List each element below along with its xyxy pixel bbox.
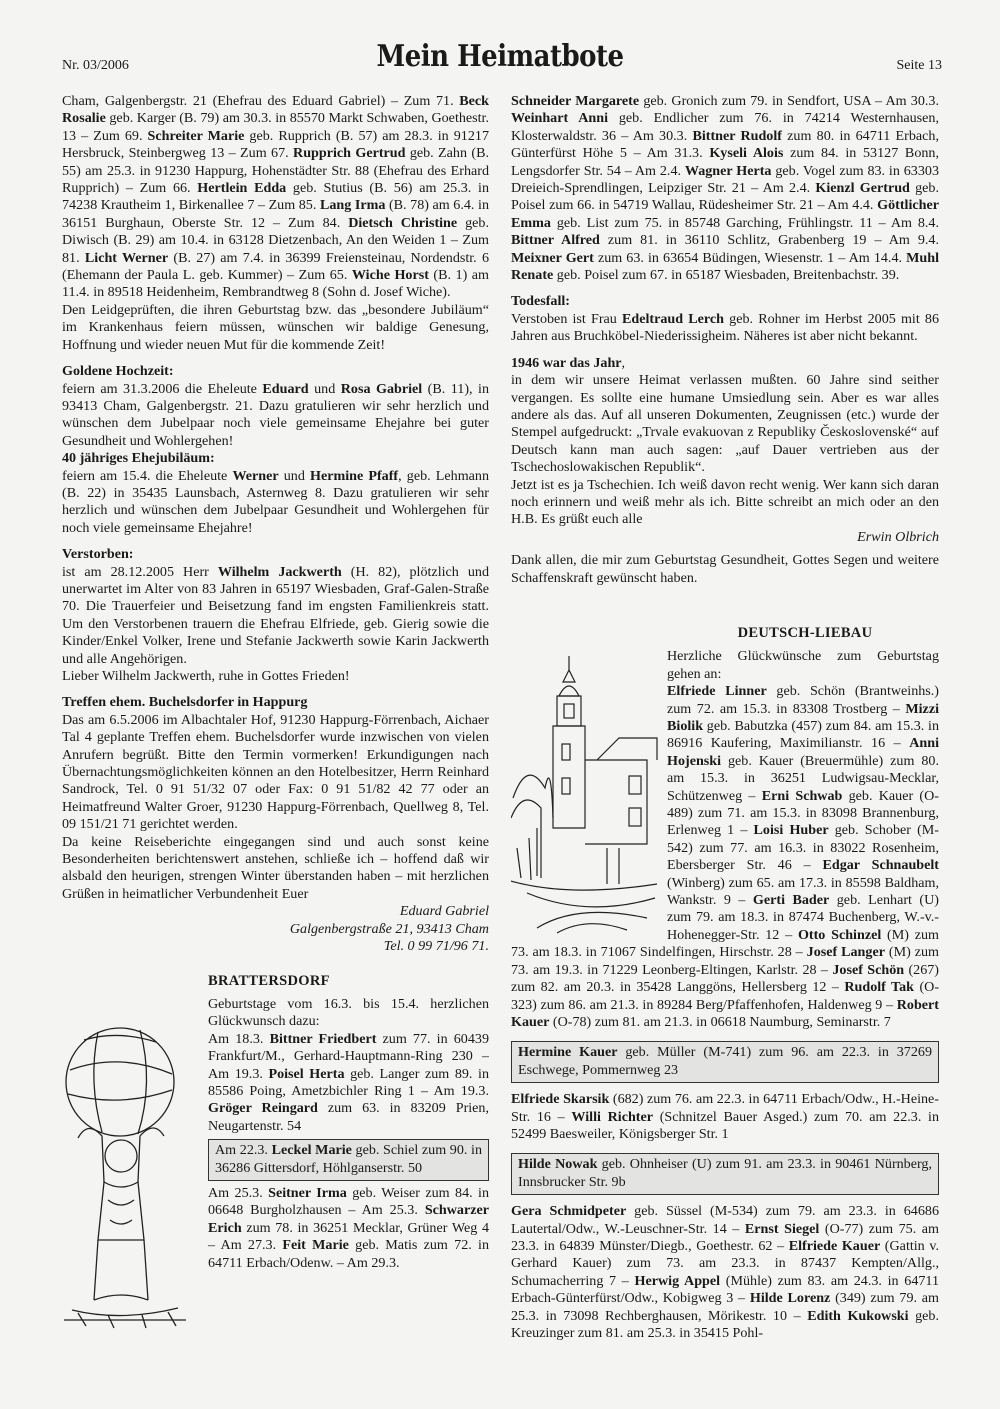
deutsch-liebau-section	[511, 625, 939, 1031]
person-name: Elfriede Skarsik	[511, 1091, 610, 1108]
body-text: feiern am 31.3.2006 die Eheleute	[62, 380, 263, 397]
person-name: Josef Schön	[832, 961, 905, 978]
person-name: Schreiter Marie	[147, 127, 245, 144]
body-text: (O-77) zum 75. am 23.3. in 64839 Münster/Diegb., Goethestr. 62 –	[511, 1220, 939, 1254]
signature-name: Eduard Gabriel	[399, 903, 489, 920]
person-name: Edeltraud Lerch	[622, 310, 724, 327]
body-text: geb. Schön (Brantweinhs.) zum 72. am 15.3. in 83308 Trostberg –	[667, 683, 939, 717]
body-text: Am 22.3.	[215, 1142, 272, 1159]
thanks-text: Dank allen, die mir zum Geburtstag Gesundheit, Gottes Segen und weitere Schaffenskraft gewünscht haben.	[511, 552, 939, 586]
person-name: Hilde Lorenz	[749, 1290, 831, 1307]
body-text: geb. Weiser zum 84. in 06648 Burgholzhausen – Am 25.3.	[208, 1184, 489, 1219]
body-text: und	[308, 380, 341, 397]
deutsch-liebau-heading: DEUTSCH-LIEBAU	[737, 624, 873, 641]
issue-number: Nr. 03/2006	[62, 58, 129, 73]
body-text: geb. Langer zum 89. in 85586 Poing, Ametzbichler Ring 1 – Am 19.3.	[208, 1065, 489, 1099]
atlas-statue-illustration	[62, 970, 202, 1335]
body-text: geb. Matis zum 72. in 64711 Erbach/Odenw. – Am 29.3.	[208, 1237, 489, 1271]
kauer-highlight-box	[511, 1041, 939, 1083]
body-text: feiern am 15.4. die Eheleute	[62, 467, 233, 484]
body-text: geb. Poisel zum 67. in 65187 Wiesbaden, Breitenbachstr. 39.	[553, 267, 900, 284]
person-name: Göttlicher Emma	[511, 197, 939, 231]
body-text: Am 18.3.	[208, 1030, 270, 1047]
deceased-text	[62, 564, 489, 668]
body-text: (O-78) zum 81. am 21.3. in 06618 Naumburg, Seminarstr. 7	[549, 1013, 891, 1030]
body-text: geb. Schiel zum 90. in 36286 Gittersdorf, Höhlganserstr. 50	[215, 1142, 483, 1176]
person-name: Mizzi Biolik	[667, 700, 939, 734]
body-text: (B. 78) am 6.4. in 36151 Burghaun, Oberste Str. 12 – Zum 84.	[62, 197, 489, 231]
body-text: , geb. Lehmann (B. 22) in 35435 Launsbach, Asternweg 8. Dazu gratulieren wir sehr herzlich und wünschen dem Jubelpaar Gesundheit und Wohlergehen für noch viele gemeinsame Ehejahre!	[62, 467, 490, 536]
brattersdorf-intro: Geburtstage vom 16.3. bis 15.4. herzlichen Glückwunsch dazu:	[208, 995, 489, 1030]
body-text: (M) zum 73. am 18.3. in 71067 Sindelfingen, Hirschstr. 28 –	[511, 926, 939, 961]
body-text: geb. Babutzka (457) zum 84. am 15.3. in 86916 Kaufering, Maximilianstr. 16 –	[667, 718, 939, 752]
person-name: Wiche Horst	[351, 267, 429, 284]
person-name: Wagner Herta	[684, 162, 772, 179]
person-name: Werner	[232, 467, 279, 484]
body-text: (B. 27) am 7.4. in 36399 Freiensteinau, Nordendstr. 6 (Ehemann der Paula L. geb. Kummer) – Zum 65.	[62, 249, 489, 284]
person-name: Gera Schmidpeter	[511, 1203, 627, 1220]
person-name: Leckel Marie	[271, 1142, 352, 1159]
brattersdorf-highlight-box	[208, 1139, 489, 1181]
person-name: Weinhart Anni	[511, 110, 609, 127]
person-name: Ernst Siegel	[744, 1220, 820, 1237]
kauer-highlight-text	[518, 1044, 932, 1079]
body-text: (B. 1) am 11.4. in 89518 Heidenheim, Rembrandtweg 8 (Sohn d. Josef Wiche).	[62, 267, 489, 301]
deceased-farewell: Lieber Wilhelm Jackwerth, ruhe in Gottes Frieden!	[62, 668, 350, 684]
person-name: Rupprich Gertrud	[293, 145, 406, 162]
signature-phone: Tel. 0 99 71/96 71.	[383, 938, 489, 955]
year-1946-heading: 1946 war das Jahr	[511, 354, 622, 371]
person-name: Hilde Nowak	[518, 1156, 598, 1173]
person-name: Rudolf Tak	[844, 979, 915, 996]
body-text: (B. 11), in 93413 Cham, Galgenbergstr. 21. Dazu gratulieren wir sehr herzlich und wünschen dem Jubelpaar noch viele gemeinsame Ehejahre bei guter Gesundheit und Wohlergehen!	[62, 380, 490, 449]
brattersdorf-highlight-text	[215, 1142, 482, 1177]
person-name: Lang Irma	[319, 197, 386, 214]
body-text: geb. Kreuzinger zum 81. am 25.3. in 35415 Pohl-	[511, 1307, 939, 1341]
anniversary-text	[62, 468, 489, 538]
person-name: Poisel Herta	[268, 1065, 345, 1082]
person-name: Willi Richter	[571, 1108, 653, 1125]
person-name: Seitner Irma	[268, 1184, 347, 1201]
body-text: geb. Diwisch (B. 29) am 10.4. in 63128 Dietzenbach, An den Weiden 1 – Zum 81.	[62, 214, 489, 266]
body-text: geb. Karger (B. 79) am 30.3. in 85570 Markt Schwaben, Goethestr. 13 – Zum 69.	[62, 110, 489, 144]
body-text: zum 78. in 36251 Mecklar, Grüner Weg 4 – Am 27.3.	[208, 1219, 489, 1254]
right-column: Schneider Margarete geb. Gronich zum 79. in Sendfort, USA – Am 30.3. Weinhart Anni geb. Endlicher zum 76. in 74214 Westernhausen, Klosterwaldstr. 36 – Am 30.3. Bittner Rudolf zum 80. in 64711 Erbach, Günterfürst Höhe 5 – Am 31.3. Kyseli Alois zum 84. in 53127 Bonn, Lengsdorfer Str. 54 – Am 2.4. Wagner Herta geb. Vogel zum 83. in 63303 Dreieich-Sprendlingen, Leipziger Str. 21 – Am 2.4. Kienzl Gertrud geb. Poisel zum 66. in 54719 Wallau, Rüdesheimer Str. 21 – Am 4.4. Göttlicher Emma geb. List zum 75. in 85748 Garching, Frühlingstr. 11 – Am 8.4. Bittner Alfred zum 81. in 36110 Schlitz, Grabenberg 19 – Am 9.4. Meixner Gert zum 63. in 63654 Büdingen, Wiesenstr. 1 – Am 14.4. Muhl Renate geb. Poisel zum 67. in 65187 Wiesbaden, Breitenbachstr. 39. Todesfall: Verstoben ist Frau Edeltraud Lerch geb. Rohner im Herbst 2005 mit 86 Jahren aus Bruchköbel-Niederissigheim. Näheres ist aber nicht bekannt. 1946 war das Jahr, in dem wir unsere Heimat verlassen mußten. 60 Jahre sind seither vergangen. Es sollte eine humane Umsiedlung sein. Aber es war alles andere als das. Auf all unseren Dokumenten, Zeugnissen (etc.) wurde der Stempel aufgedruckt: „Trvale evakuovan z Republiky Československé“ auf Deutsch kann man auch sagen: „auf Dauer vertrieben aus der Tschechoslowakischen Republik“. Jetzt ist es ja Tschechien. Ich weiß davon recht wenig. Wer kann sich daran noch erinnern und weiß mehr als ich. Bitte schreibt an mich oder an den H.B. Es grüßt euch alle Erwin Olbrich Dank allen, die mir zum Geburtstag Gesundheit, Gottes Segen und weitere Schaffenskraft gewünscht haben. DEUTSCH-LIEBAU Herzliche Glückwünsche zum Geburtstag gehen an: Elfriede Linner geb. Schön (Brantweinhs.) zum 72. am 15.3. in 83308 Trostberg – Mizzi Biolik geb. Babutzka (457) zum 84. am 15.3. in 86916 Kaufering, Maximilianstr. 16 – Anni Hojenski geb. Kauer (Breuermühle) zum 80. am 15.3. in 36251 Ludwigsau-Mecklar, Schützenweg – Erni Schwab geb. Kauer (O-489) zum 71. am 15.3. in 83098 Brannenburg, Erlenweg 1 – Loisi Huber geb. Schober (M-542) zum 77. am 16.3. in 83022 Rosenheim, Ebersberger Str. 46 – Edgar Schnaubelt (Winberg) zum 65. am 17.3. in 85598 Baldham, Wankstr. 9 – Gerti Bader geb. Lenhart (U) zum 79. am 18.3. in 87474 Buchenberg, W.-v.-Hohenegger-Str. 12 – Otto Schinzel (M) zum 73. am 18.3. in 71067 Sindelfingen, Hirschstr. 28 – Josef Langer (M) zum 73. am 19.3. in 71229 Leonberg-Eltingen, Karlstr. 28 – Josef Schön (267) zum 82. am 20.3. in 35428 Langgöns, Hellersberg 12 – Rudolf Tak (O-323) zum 86. am 21.3. in 89284 Berg/Pfaffenhofen, Haldenweg 9 – Robert Kauer (O-78) zum 81. am 21.3. in 06618 Naumburg, Seminarstr. 7 Hermine Kauer geb. Müller (M-741) zum 96. am 22.3. in 37269 Eschwege, Pommernweg 23 Elfriede Skarsik (682) zum 76. am 22.3. in 64711 Erbach/Odw., H.-Heine-Str. 16 – Willi Richter (Schnitzel Bauer Asged.) zum 70. am 22.3. in 52499 Baesweiler, Königsberger Str. 1 Hilde Nowak geb. Ohnheiser (U) zum 91. am 23.3. in 90461 Nürnberg, Innsbrucker Str. 9b Gera Schmidpeter geb. Süssel (M-534) zum 79. am 23.3. in 64686 Lautertal/Odw., W.-Leuschner-Str. 14 – Ernst Siegel (O-77) zum 75. am 23.3. in 64839 Münster/Diegb., Goethestr. 62 – Elfriede Kauer (Gattin v. Gerhard Kauer) zum 73. am 23.3. in 87437 Kempten/Allg., Schumacherring 7 – Herwig Appel (Mühle) zum 83. am 24.3. in 64711 Erbach-Günterfürst/Odw., Kobigweg 3 – Hilde Lorenz (349) zum 79. am 25.3. in 73098 Rechberghausen, Mörikestr. 10 – Edith Kukowski geb. Kreuzinger zum 81. am 25.3. in 35415 Pohl-	[511, 93, 939, 1342]
anniversary-heading: 40 jähriges Ehejubiläum:	[62, 450, 215, 467]
body-text: (Mühle) zum 83. am 24.3. in 64711 Erbach-Günterfürst/Odw., Kobigweg 3 –	[511, 1272, 939, 1307]
person-name: Gröger Reingard	[208, 1100, 318, 1117]
meeting-text: Das am 6.5.2006 im Albachtaler Hof, 91230 Happurg-Förrenbach, Aichaer Tal 4 geplante Treffen ehem. Buchelsdorfer wurde inzwischen von vielen Anrufern begrüßt. Bitte den Termin vormerken! Erkundigungen nach Übernachtungsmöglichkeiten können an den Hotelbesitzer, Herrn Reinhard Sandrock, Tel. 0 91 51/32 07 oder Fax: 0 91 51/82 42 77 oder an Heimatfreund Walter Groer, 91230 Happurg-Förrenbach, Quellweg 8, Tel. 09 151/21 71 gerichtet werden.	[62, 711, 489, 833]
birthdays-after-box-1	[511, 1091, 939, 1143]
body-text: geb. Stutius (B. 56) am 25.3. in 74238 Krautheim 1, Birkenallee 7 – Zum 85.	[62, 180, 489, 214]
body-text: geb. Schober (M-542) zum 77. am 16.3. in 83022 Rosenheim, Ebersberger Str. 46 –	[667, 822, 939, 874]
person-name: Wilhelm Jackwerth	[217, 563, 342, 580]
deceased-heading: Verstorben:	[62, 546, 134, 563]
body-text: geb. Rupprich (B. 57) am 28.3. in 91217 Hersbruck, Steinbergweg 13 – Zum 67.	[62, 127, 489, 162]
meeting-heading: Treffen ehem. Buchelsdorfer in Happurg	[62, 694, 308, 711]
person-name: Hermine Kauer	[518, 1044, 618, 1061]
body-text: zum 63. in 83209 Prien, Neugartenstr. 54	[208, 1100, 489, 1134]
get-well-wishes: Den Leidgeprüften, die ihren Geburtstag bzw. das „besondere Jubiläum“ im Krankenhaus feiern müssen, wünschen wir baldige Genesung, Hoffnung und wieder neuen Mut für die kommende Zeit!	[62, 301, 489, 353]
person-name: Hertlein Edda	[197, 180, 287, 197]
body-text: geb. Gronich zum 79. in Sendfort, USA – Am 30.3.	[639, 93, 939, 109]
person-name: Bittner Alfred	[511, 232, 600, 249]
signature-address: Galgenbergstraße 21, 93413 Cham	[289, 920, 489, 937]
body-text: Verstoben ist Frau	[511, 310, 622, 327]
body-text: ist am 28.12.2005 Herr	[62, 563, 218, 580]
year-1946-text: in dem wir unsere Heimat verlassen mußten. 60 Jahre sind seither vergangen. Es sollte eine humane Umsiedlung sein. Aber es war alles andere als das. Auf all unseren Dokumenten, Zeugnissen (etc.) wurde der Stempel aufgedruckt: „Trvale evakuovan z Republiky Československé“ auf Deutsch kann man auch sagen: „auf Dauer vertrieben aus der Tschechoslowakischen Republik“.	[511, 372, 939, 476]
person-name: Schwarzer Erich	[208, 1202, 489, 1236]
body-text: zum 84. in 53127 Bonn, Lengsdorfer Str. 54 – Am 2.4.	[511, 145, 939, 179]
death-notice-text	[511, 311, 939, 346]
body-text: geb. Müller (M-741) zum 96. am 22.3. in 37269 Eschwege, Pommernweg 23	[518, 1044, 932, 1078]
body-text: (349) zum 79. am 25.3. in 73098 Rechberghausen, Mörikestr. 10 –	[511, 1290, 939, 1324]
golden-wedding-heading: Goldene Hochzeit:	[62, 363, 174, 380]
person-name: Kyseli Alois	[709, 145, 784, 162]
person-name: Muhl Renate	[511, 249, 940, 284]
person-name: Robert Kauer	[511, 996, 939, 1030]
person-name: Elfriede Linner	[667, 683, 767, 700]
left-column	[62, 93, 489, 1335]
year-1946-signature: Erwin Olbrich	[857, 528, 939, 545]
person-name: Herwig Appel	[634, 1272, 721, 1289]
person-name: Erni Schwab	[761, 787, 843, 804]
person-name: Beck Rosalie	[62, 93, 489, 127]
page-number: Seite 13	[896, 58, 942, 73]
closing-text: Da keine Reiseberichte eingegangen sind und auch sonst keine Besonderheiten berichtenswert anstehen, schließe ich – hoffend daß wir alsbald den heurigen, strengen Winter überstanden haben – mit herzlichen Grüßen in heimatlicher Verbundenheit Euer	[62, 833, 489, 902]
village-church-illustration	[511, 648, 661, 938]
body-text: geb. Ohnheiser (U) zum 91. am 23.3. in 90461 Nürnberg, Innsbrucker Str. 9b	[518, 1156, 932, 1190]
person-name: Edith Kukowski	[807, 1307, 909, 1324]
birthday-list-right	[511, 93, 939, 284]
brattersdorf-heading: BRATTERSDORF	[208, 972, 330, 989]
birthdays-after-box-2	[511, 1203, 939, 1342]
body-text: und	[278, 467, 311, 484]
body-text: (O-323) zum 86. am 21.3. in 89284 Berg/Pfaffenhofen, Haldenweg 9 –	[511, 979, 939, 1013]
person-name: Meixner Gert	[511, 249, 594, 266]
golden-wedding-text	[62, 381, 489, 451]
person-name: Bittner Friedbert	[269, 1030, 377, 1047]
death-notice-heading: Todesfall:	[511, 293, 570, 310]
body-text: zum 81. in 36110 Schlitz, Grabenberg 19 – Am 9.4.	[599, 232, 939, 249]
body-text: (H. 82), plötzlich und unerwartet im Alter von 83 Jahren in 65197 Wiesbaden, Graf-Galen-Straße 70. Die Trauerfeier und Beisetzung fand im engsten Familienkreis statt. Um den Verstorbenen trauern die Ehefrau Elfriede, geb. Gierig sowie die Kinder/Enkel Volker, Irene und Stefanie Jackwerth sowie Karin Jackwerth und alle Angehörigen.	[62, 563, 489, 667]
person-name: Schneider Margarete	[511, 93, 640, 109]
body-text: zum 77. in 60439 Frankfurt/M., Gerhard-Hauptmann-Ring 230 – Am 19.3.	[208, 1030, 489, 1082]
person-name: Josef Langer	[806, 944, 885, 961]
nowak-highlight-text	[518, 1156, 932, 1191]
body-text: (682) zum 76. am 22.3. in 64711 Erbach/Odw., H.-Heine-Str. 16 –	[511, 1091, 940, 1125]
person-name: Elfriede Kauer	[788, 1237, 881, 1254]
deutsch-liebau-intro: Herzliche Glückwünsche zum Geburtstag gehen an:	[667, 648, 939, 682]
newspaper-logo: Mein Heimatbote	[376, 39, 624, 75]
person-name: Gerti Bader	[752, 892, 830, 909]
brattersdorf-section	[62, 970, 489, 1335]
person-name: Dietsch Christine	[348, 214, 458, 231]
person-name: Anni Hojenski	[667, 735, 939, 769]
person-name: Kienzl Gertrud	[815, 180, 910, 197]
person-name: Hermine Pfaff	[310, 467, 399, 484]
body-text: (Schnitzel Bauer Asged.) zum 70. am 22.3. in 52499 Baesweiler, Königsberger Str. 1	[511, 1108, 940, 1142]
body-text: (M) zum 73. am 19.3. in 71229 Leonberg-Eltingen, Karlstr. 28 –	[511, 944, 939, 978]
body-text: zum 80. in 64711 Erbach, Günterfürst Höhe 5 – Am 31.3.	[511, 127, 939, 162]
body-text: zum 63. in 63654 Büdingen, Wiesenstr. 1 – Am 14.4.	[593, 249, 907, 266]
person-name: Otto Schinzel	[797, 926, 882, 943]
body-text: (Winberg) zum 65. am 17.3. in 85598 Baldham, Wankstr. 9 –	[667, 874, 939, 909]
body-text: geb. Kauer (O-489) zum 71. am 15.3. in 83098 Brannenburg, Erlenweg 1 –	[667, 787, 939, 839]
person-name: Licht Werner	[84, 249, 169, 266]
body-text: geb. Endlicher zum 76. in 74214 Westernhausen, Klosterwaldstr. 36 – Am 30.3.	[511, 110, 939, 144]
body-text: Cham, Galgenbergstr. 21 (Ehefrau des Eduard Gabriel) – Zum 71.	[62, 93, 460, 109]
person-name: Bittner Rudolf	[692, 127, 782, 144]
person-name: Edgar Schnaubelt	[822, 857, 939, 874]
person-name: Rosa Gabriel	[340, 380, 423, 397]
body-text: (267) zum 82. am 20.3. in 35428 Langgöns, Hellersberg 12 –	[511, 961, 939, 996]
body-text: geb. Rohner im Herbst 2005 mit 86 Jahren aus Bruchköbel-Niederissigheim. Näheres ist aber nicht bekannt.	[511, 310, 939, 345]
body-text: geb. List zum 75. in 85748 Garching, Frühlingstr. 11 – Am 8.4.	[550, 214, 939, 231]
body-text: (Gattin v. Gerhard Kauer) zum 73. am 23.3. in 87437 Kempten/Allg., Schumacherring 7 –	[511, 1237, 939, 1289]
person-name: Feit Marie	[282, 1237, 349, 1254]
body-text: geb. Süssel (M-534) zum 79. am 23.3. in 64686 Lautertal/Odw., W.-Leuschner-Str. 14 –	[511, 1203, 939, 1237]
body-text: geb. Lenhart (U) zum 79. am 18.3. in 87474 Buchenberg, W.-v.-Hohenegger-Str. 12 –	[667, 892, 939, 943]
year-1946-text-2: Jetzt ist es ja Tschechien. Ich weiß davon recht wenig. Wer kann sich daran noch erinnern und weiß mehr als ich. Bitte schreibt an mich oder an den H.B. Es grüßt euch alle	[511, 476, 939, 528]
birthday-list-continued	[62, 93, 489, 302]
body-text: geb. Vogel zum 83. in 63303 Dreieich-Sprendlingen, Leipziger Str. 21 – Am 2.4.	[511, 162, 939, 197]
person-name: Loisi Huber	[753, 822, 829, 839]
person-name: Eduard	[262, 380, 309, 397]
nowak-highlight-box	[511, 1153, 939, 1195]
body-text: Am 25.3.	[208, 1184, 269, 1201]
body-text: geb. Kauer (Breuermühle) zum 80. am 15.3. in 36251 Ludwigsau-Mecklar, Schützenweg –	[667, 752, 939, 804]
body-text: geb. Poisel zum 66. in 54719 Wallau, Rüdesheimer Str. 21 – Am 4.4.	[511, 180, 939, 214]
body-text: geb. Zahn (B. 55) am 25.3. in 91230 Happurg, Hohenstädter Str. 88 (Ehefrau des Erhard Rupprich) – Zum 66.	[62, 145, 489, 197]
